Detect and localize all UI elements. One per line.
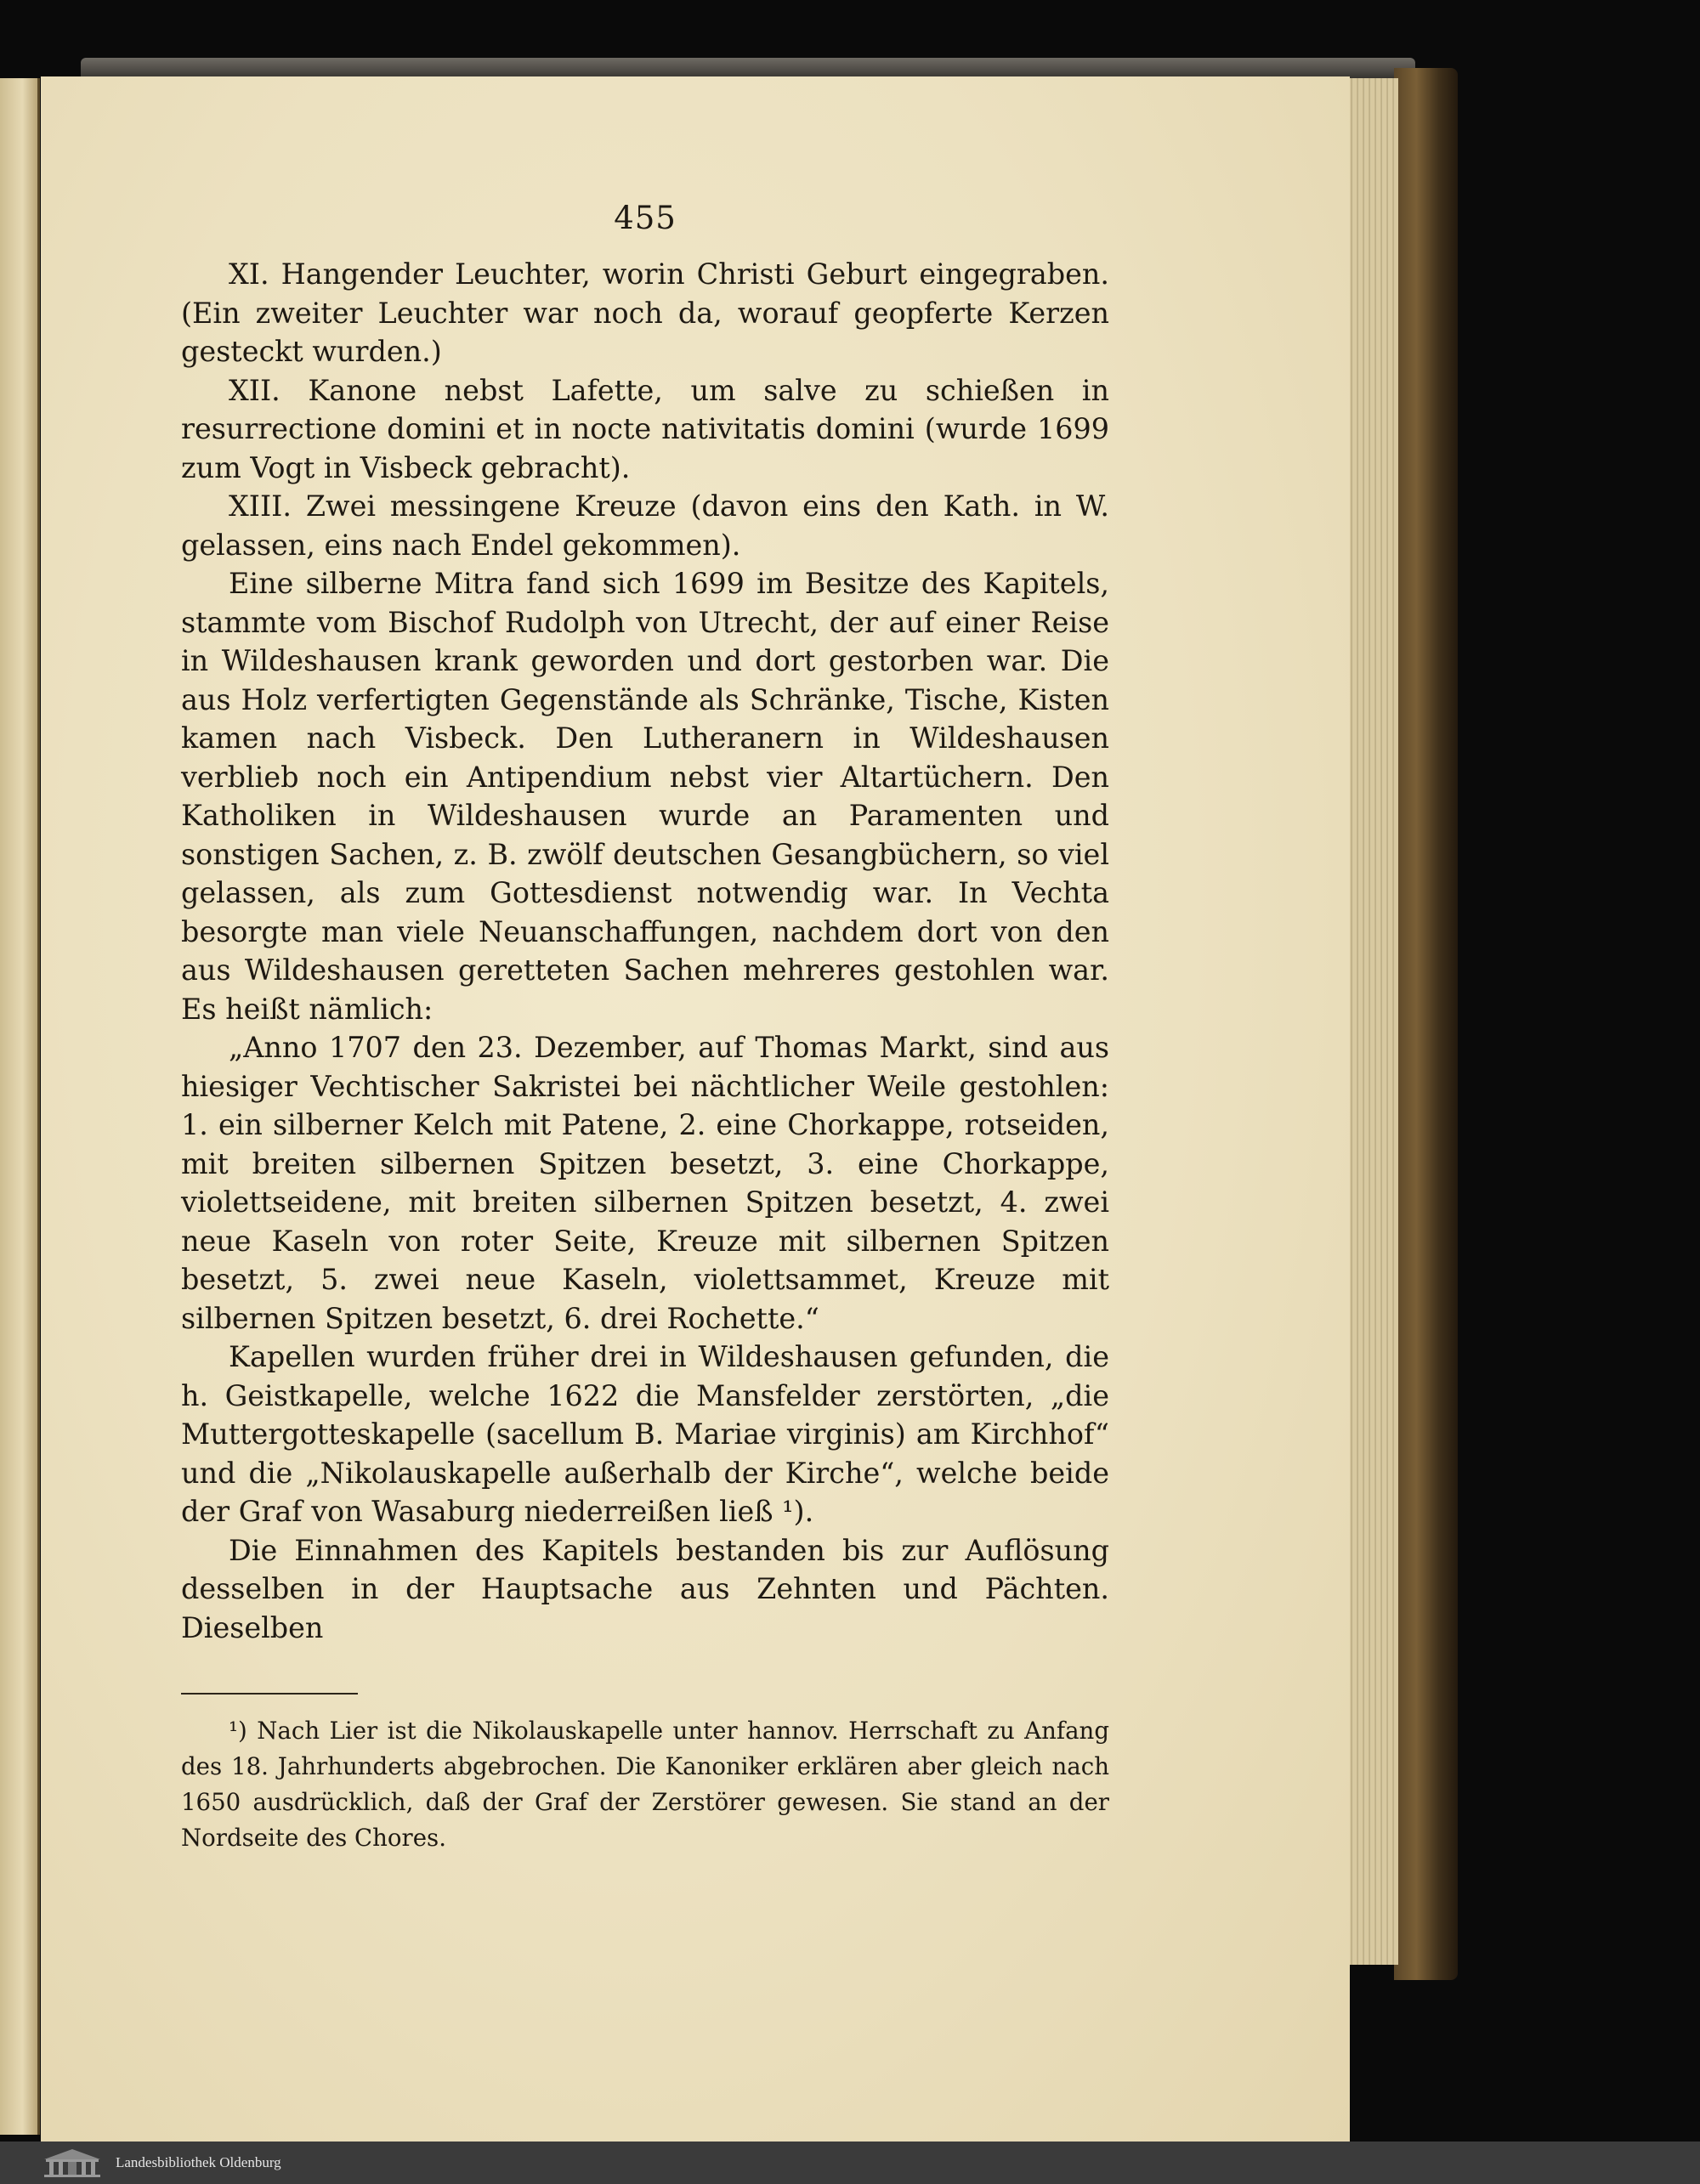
paragraph-item-xiii: XIII. Zwei messingene Kreuze (davon eins den Kath. in W. gelassen, eins nach Endel gekommen). xyxy=(181,489,1109,562)
previous-page-edge xyxy=(0,78,40,2135)
library-name: Landesbibliothek Oldenburg xyxy=(116,2154,281,2170)
paragraph-quotation: „Anno 1707 den 23. Dezember, auf Thomas Markt, sind aus hiesiger Vechtischer Sakristei bei nächtlicher Weile gestohlen: 1. ein silberner Kelch mit Patene, 2. eine Chorkappe, rotseiden, mit breiten silbernen Spitzen besetzt, 3. eine Chorkappe, violettseidene, mit breiten silbernen Spitzen besetzt, 4. zwei neue Kaseln von roter Seite, Kreuze mit silbernen Spitzen besetzt, 5. zwei neue Kaseln, violettsammet, Kreuze mit silbernen Spitzen besetzt, 6. drei Rochette.“ xyxy=(181,1031,1109,1335)
page-text-block xyxy=(181,200,1109,1856)
library-footer-bar xyxy=(0,2142,1700,2184)
book-binding-right xyxy=(1394,68,1458,1980)
page-number: 455 xyxy=(614,200,677,236)
footnote: ¹) Nach Lier ist die Nikolauskapelle unter hannov. Herrschaft zu Anfang des 18. Jahrhunderts abgebrochen. Die Kanoniker erklären aber gleich nach 1650 ausdrücklich, daß der Graf der Zerstörer gewesen. Sie stand an der Nordseite des Chores. xyxy=(181,1717,1109,1852)
paragraph-mitra: Eine silberne Mitra fand sich 1699 im Besitze des Kapitels, stammte vom Bischof Rudolph von Utrecht, der auf einer Reise in Wildeshausen krank geworden und dort gestorben war. Die aus Holz verfertigten Gegenstände als Schränke, Tische, Kisten kamen nach Visbeck. Den Lutheranern in Wildeshausen verblieb noch ein Antipendium nebst vier Altartüchern. Den Katholiken in Wildeshausen wurde an Paramenten und sonstigen Sachen, z. B. zwölf deutschen Gesangbüchern, so viel gelassen, als zum Gottesdienst notwendig war. In Vechta besorgte man viele Neuanschaffungen, nachdem dort von den aus Wildeshausen geretteten Sachen mehreres gestohlen war. Es heißt nämlich: xyxy=(181,567,1109,1026)
paragraph-item-xi: XI. Hangender Leuchter, worin Christi Geburt eingegraben. (Ein zweiter Leuchter war noch da, worauf geopferte Kerzen gesteckt wurden.) xyxy=(181,257,1109,368)
library-building-icon xyxy=(41,2147,104,2178)
page-edges-stack xyxy=(1347,78,1398,1965)
paragraph-kapellen: Kapellen wurden früher drei in Wildeshausen gefunden, die h. Geistkapelle, welche 1622 die Mansfelder zerstörten, „die Muttergotteskapelle (sacellum B. Mariae virginis) am Kirchhof“ und die „Nikolauskapelle außerhalb der Kirche“, welche beide der Graf von Wasaburg niederreißen ließ ¹). xyxy=(181,1340,1109,1528)
book-page xyxy=(41,76,1350,2142)
paragraph-item-xii: XII. Kanone nebst Lafette, um salve zu schießen in resurrectione domini et in nocte nativitatis domini (wurde 1699 zum Vogt in Visbeck gebracht). xyxy=(181,373,1109,484)
paragraph-einnahmen: Die Einnahmen des Kapitels bestanden bis zur Auflösung desselben in der Hauptsache aus Zehnten und Pächten. Dieselben xyxy=(181,1533,1109,1644)
footnote-divider xyxy=(181,1693,358,1695)
